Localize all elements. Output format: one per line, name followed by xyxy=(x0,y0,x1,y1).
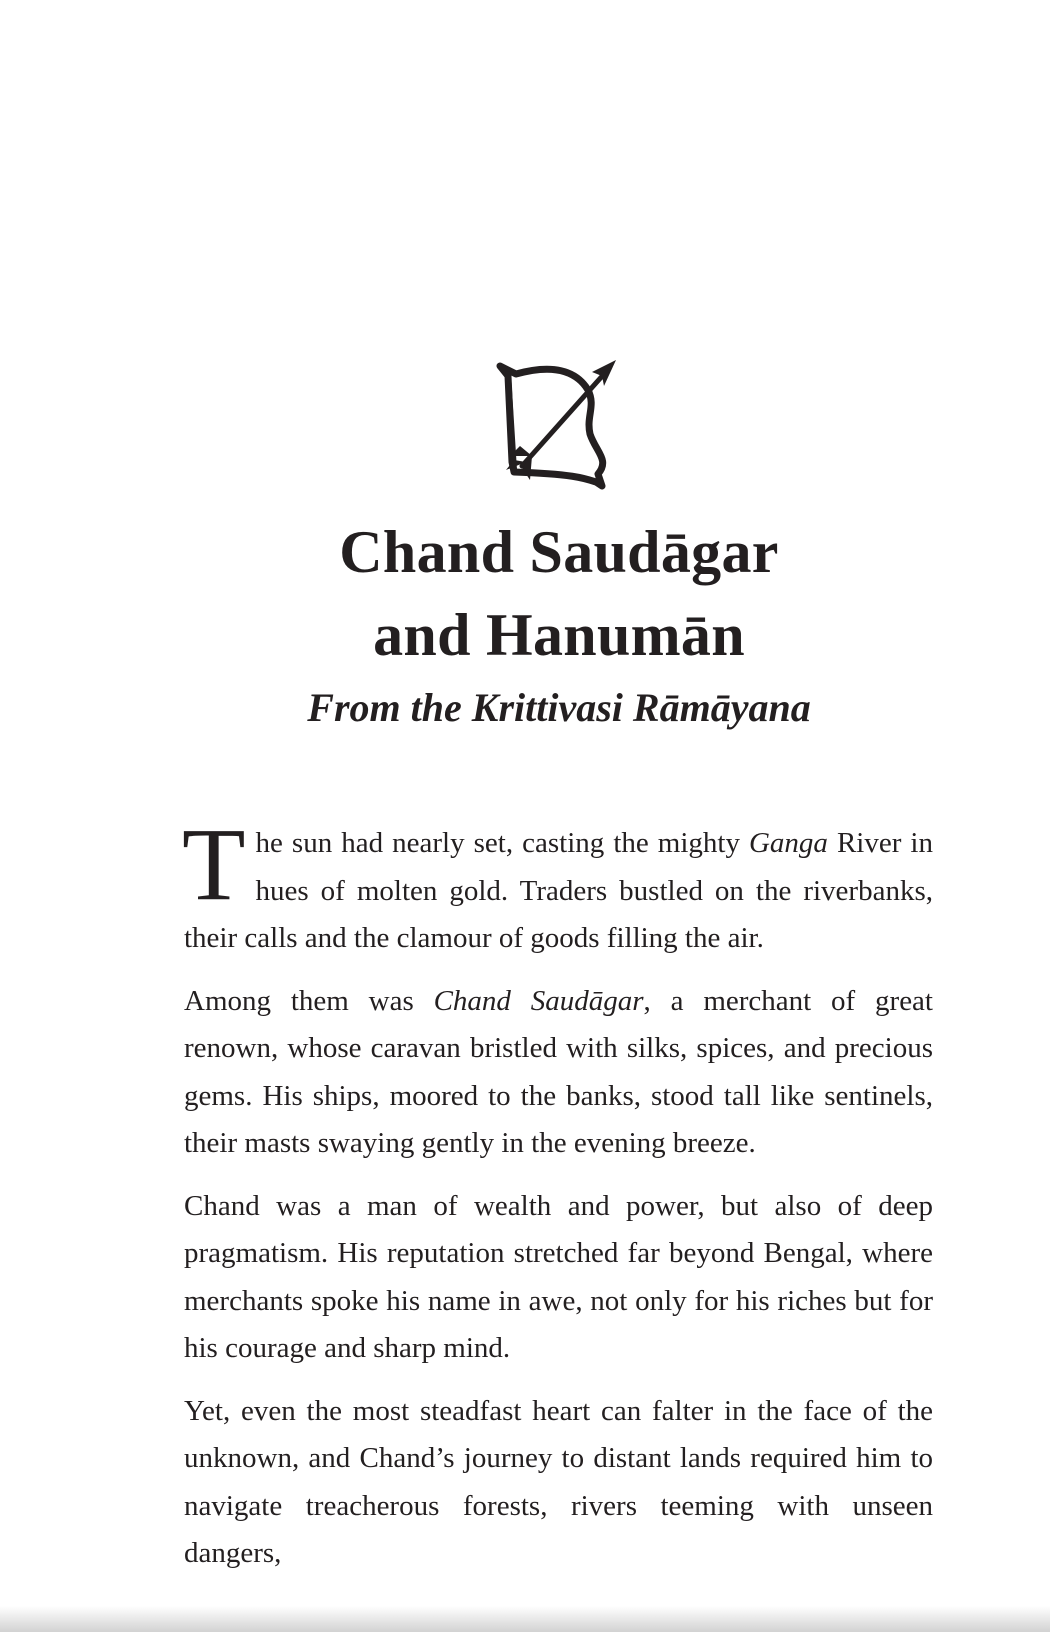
chapter-title-line-2: and Hanumān xyxy=(373,602,745,668)
paragraph-2-italic: Chand Saudāgar xyxy=(433,984,644,1017)
chapter-title-line-1: Chand Saudāgar xyxy=(339,519,779,585)
drop-cap: T xyxy=(182,807,246,922)
paragraph-3: Chand was a man of wealth and power, but also of deep pragmatism. His reputation stretched far beyond Bengal, where merchants spoke his name in awe, not only for his riches but for his courage and sharp mind. xyxy=(184,1189,933,1364)
paragraph-1 xyxy=(182,807,933,963)
paragraph-1-italic: Ganga xyxy=(748,827,828,859)
page-bottom-shadow xyxy=(0,1606,1050,1632)
paragraph-2 xyxy=(184,978,933,1168)
chapter-body xyxy=(182,807,933,1593)
bow-and-arrow-icon xyxy=(492,360,624,490)
paragraph-1-text-b: River in hues of molten gold. Traders bustled on the riverbanks, their calls and the clamour of goods filling the air. xyxy=(184,827,933,954)
chapter-subtitle: From the Krittivasi Rāmāyana xyxy=(307,685,811,730)
paragraph-2-text-a: Among them was xyxy=(184,984,434,1017)
paragraph-1-text-a: he sun had nearly set, casting the mighty xyxy=(255,827,749,859)
paragraph-4: Yet, even the most steadfast heart can falter in the face of the unknown, and Chand’s journey to distant lands required him to navigate treacherous forests, rivers teeming with unseen dangers, xyxy=(184,1394,933,1569)
paragraph-2-text-b: , a merchant of great renown, whose caravan bristled with silks, spices, and precious gems. His ships, moored to the banks, stood tall like sentinels, their masts swaying gently in the evening breeze. xyxy=(184,984,933,1159)
